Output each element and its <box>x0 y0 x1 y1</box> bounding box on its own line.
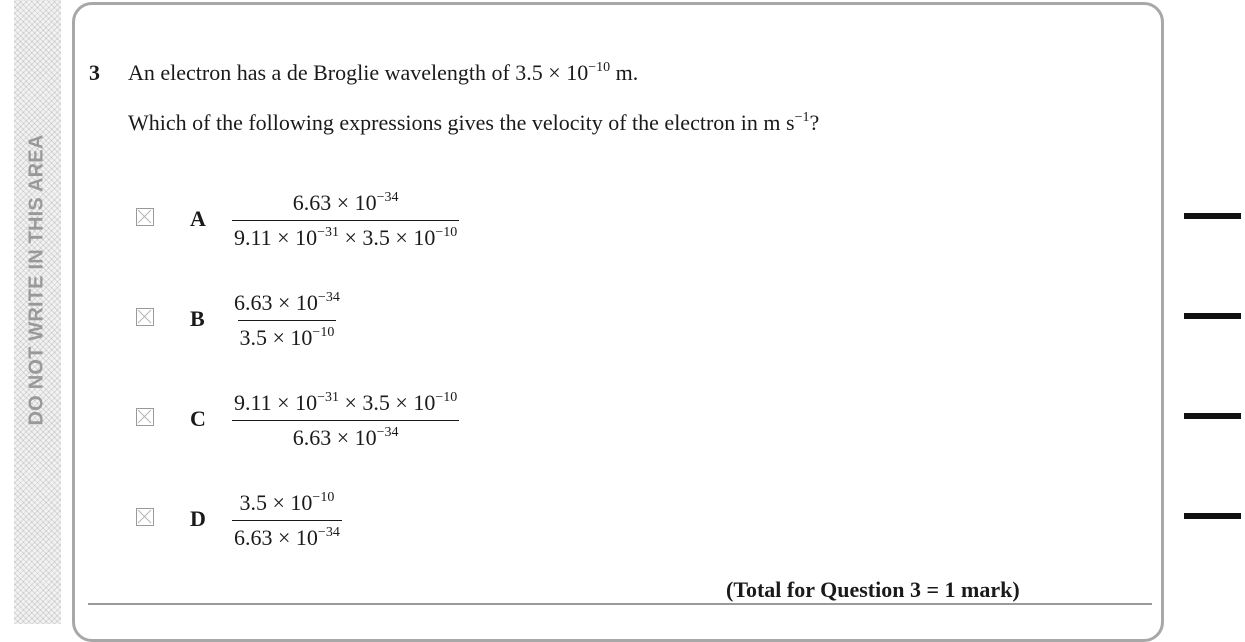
option-c-numerator <box>232 390 459 421</box>
page-edge-mark <box>1184 313 1241 319</box>
option-d-letter: D <box>190 506 206 531</box>
option-b-numerator-segment: 6.63 × 10 <box>234 290 318 315</box>
page-edge-mark <box>1184 413 1241 419</box>
answer-divider <box>88 603 1152 605</box>
option-c-numerator-segment: × 3.5 × 10 <box>339 390 436 415</box>
option-a-denominator-segment: 9.11 × 10 <box>234 225 318 250</box>
option-a-numerator-segment: 6.63 × 10 <box>292 190 377 215</box>
page-edge-mark <box>1184 513 1241 519</box>
stem-2-exponent: −1 <box>794 110 810 125</box>
cross-box-icon <box>137 209 152 224</box>
option-a-denominator-segment: −31 <box>317 225 339 240</box>
stem-2-end: ? <box>809 110 820 135</box>
option-c-checkbox[interactable] <box>136 408 154 426</box>
page-edge-mark <box>1184 213 1241 219</box>
option-b-numerator-segment: −34 <box>317 290 340 305</box>
option-b-letter: B <box>190 306 205 331</box>
option-a-denominator-segment: −10 <box>435 225 458 240</box>
stem-1-text: An electron has a de Broglie wavelength of 3.5 × 10 <box>128 60 589 85</box>
option-a-letter: A <box>190 206 206 231</box>
option-a-fraction <box>232 190 459 251</box>
option-a-checkbox[interactable] <box>136 208 154 226</box>
option-a-denominator <box>232 220 459 251</box>
stem-1-end: m. <box>610 60 639 85</box>
option-b-denominator <box>238 320 337 351</box>
option-b-numerator <box>232 290 342 320</box>
option-d-fraction <box>232 490 342 551</box>
option-d-denominator-segment: −34 <box>317 525 340 540</box>
option-c-numerator-segment: −10 <box>435 390 458 405</box>
stem-2-text: Which of the following expressions gives the velocity of the electron in m s <box>128 110 795 135</box>
cross-box-icon <box>137 409 152 424</box>
option-a-numerator <box>291 190 401 220</box>
option-c-denominator <box>291 421 401 451</box>
option-b-denominator-segment: −10 <box>312 325 335 340</box>
option-c-letter: C <box>190 406 206 431</box>
question-stem-line-2 <box>128 110 819 136</box>
option-d-numerator <box>238 490 337 520</box>
option-a-numerator-segment: −34 <box>376 190 399 205</box>
option-c-denominator-segment: 6.63 × 10 <box>292 425 377 450</box>
stem-1-exponent: −10 <box>588 60 611 75</box>
question-number: 3 <box>89 60 100 85</box>
option-b-fraction <box>232 290 342 351</box>
question-stem-line-1 <box>128 60 638 86</box>
option-d-numerator-segment: −10 <box>312 490 335 505</box>
option-b-checkbox[interactable] <box>136 308 154 326</box>
option-d-checkbox[interactable] <box>136 508 154 526</box>
margin-warning-text: DO NOT WRITE IN THIS AREA <box>25 134 48 426</box>
option-a-denominator-segment: × 3.5 × 10 <box>339 225 436 250</box>
option-d-denominator <box>232 520 342 551</box>
cross-box-icon <box>137 509 152 524</box>
option-d-denominator-segment: 6.63 × 10 <box>234 525 318 550</box>
question-total-marks: (Total for Question 3 = 1 mark) <box>726 577 1020 602</box>
option-b-denominator-segment: 3.5 × 10 <box>239 325 313 350</box>
option-d-numerator-segment: 3.5 × 10 <box>239 490 313 515</box>
cross-box-icon <box>137 309 152 324</box>
option-c-numerator-segment: 9.11 × 10 <box>234 390 318 415</box>
option-c-numerator-segment: −31 <box>317 390 339 405</box>
option-c-denominator-segment: −34 <box>376 425 399 440</box>
option-c-fraction <box>232 390 459 451</box>
